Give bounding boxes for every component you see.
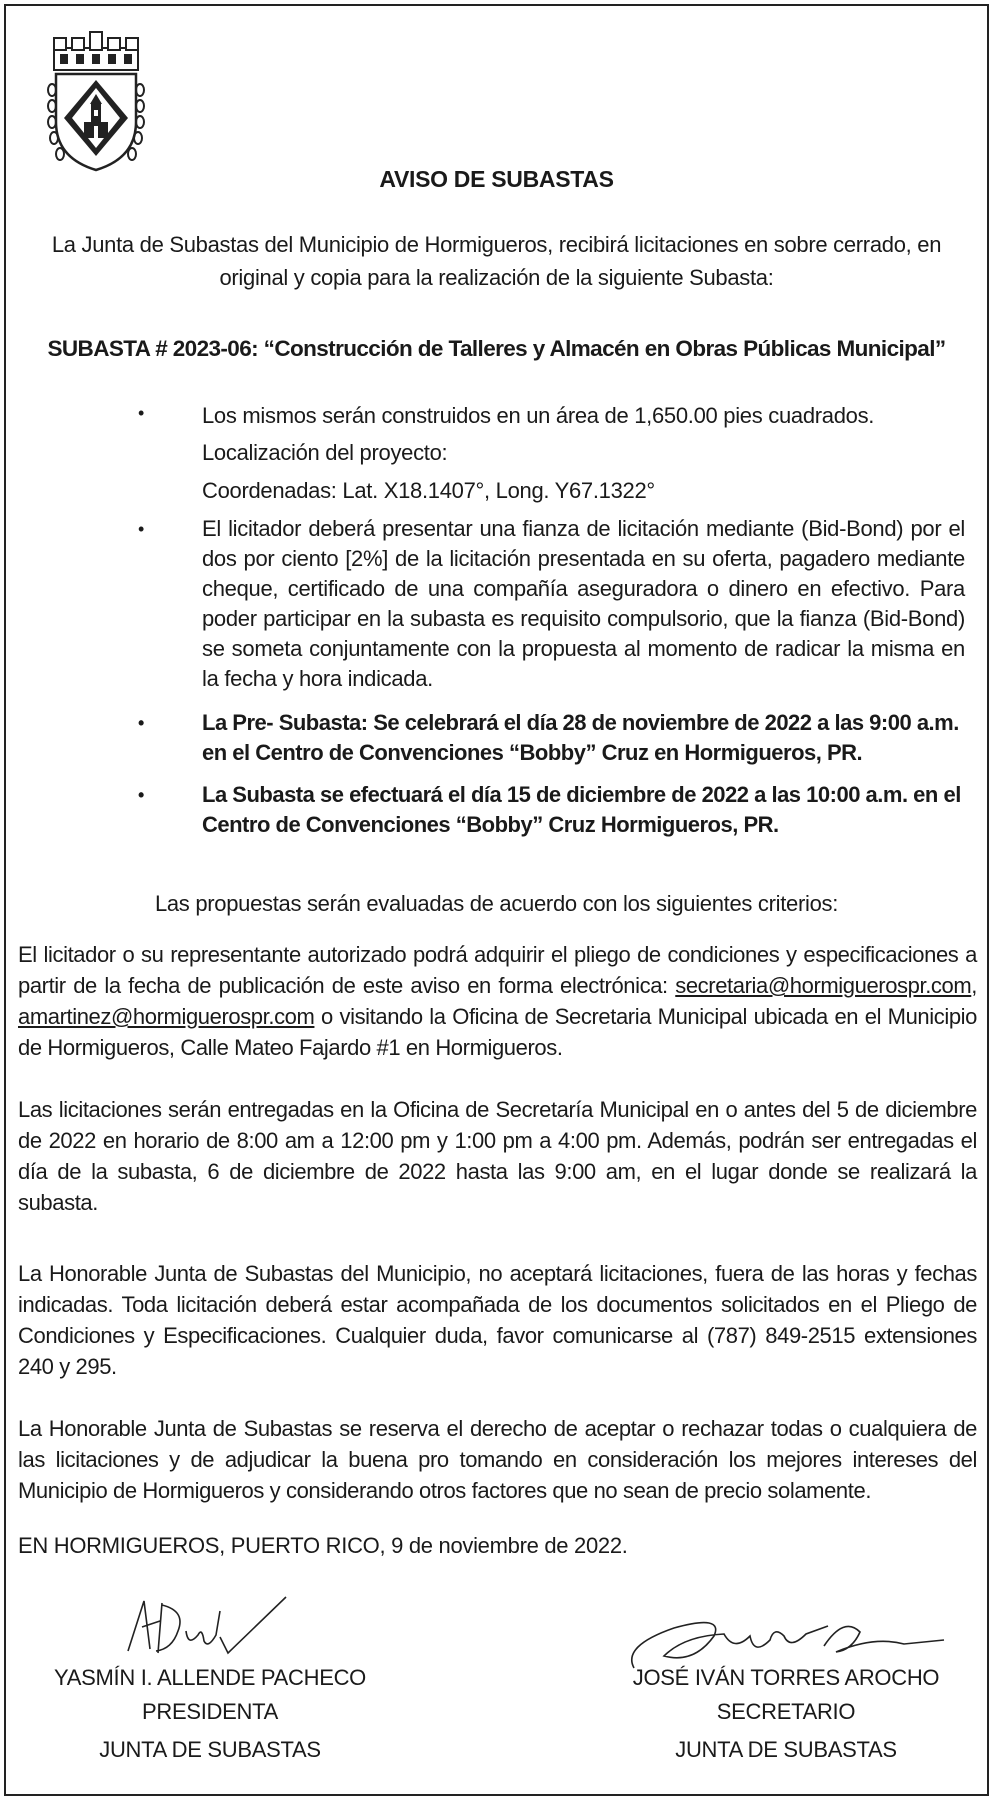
signer-org: JUNTA DE SUBASTAS — [99, 1737, 321, 1762]
list-item — [6, 780, 987, 840]
deadline-paragraph: La Honorable Junta de Subastas del Municipio, no aceptará licitaciones, fuera de las horas y fechas indicadas. Toda licitación deberá estar acompañada de los documentos solicitados en el Pliego de Condiciones y Especificaciones. Cualquier duda, favor comunicarse al (787) 849-2515 extensiones 240 y 295. — [18, 1261, 977, 1379]
bid-bond-text: El licitador deberá presentar una fianza de licitación mediante (Bid-Bond) por el dos por ciento [2%] de la licitación presentada en su oferta, pagadero mediante cheque, certificado de una compañía aseguradora o dinero en efectivo. Para poder participar en la subasta es requisito compulsorio, que la fianza (Bid-Bond) se someta conjuntamente con la propuesta al momento de radicar la misma en la fecha y hora indicada. — [202, 516, 965, 691]
list-item — [6, 398, 987, 510]
email-link-secretaria[interactable]: secretaria@hormiguerospr.com — [675, 973, 972, 998]
subasta-date-text: La Subasta se efectuará el día 15 de diciembre de 2022 a las 10:00 a.m. en el Centro de Convenciones “Bobby” Cruz Hormigueros, PR. — [202, 782, 961, 837]
criteria-text: Las propuestas serán evaluadas de acuerdo con los siguientes criterios: — [154, 891, 839, 916]
list-item — [6, 708, 987, 768]
page-title: AVISO DE SUBASTAS — [379, 166, 614, 192]
rights-paragraph: La Honorable Junta de Subastas se reserva el derecho de aceptar o rechazar todas o cualquiera de las licitaciones y de adjudicar la buena pro tomando en consideración los mejores intereses del Municipio de Hormigueros y considerando otros factores que no sean de precio solamente. — [18, 1416, 977, 1503]
bullet-icon: • — [138, 785, 144, 805]
delivery-paragraph: Las licitaciones serán entregadas en la Oficina de Secretaría Municipal en o antes del 5 de diciembre de 2022 en horario de 8:00 am a 12:00 pm y 1:00 pm a 4:00 pm. Además, podrán ser entregadas el día de la subasta, 6 de diciembre de 2022 hasta las 9:00 am, en el lugar donde se realizará la subasta. — [18, 1097, 977, 1215]
signature-block-right — [626, 1661, 946, 1767]
pliego-text-end: o visitando la Oficina de Secretaria Municipal ubicada en el Municipio de Hormigueros, Calle Mateo Fajardo #1 en Hormigueros. — [18, 1004, 977, 1060]
signature-block-left — [50, 1661, 370, 1767]
pre-subasta-text: La Pre- Subasta: Se celebrará el día 28 de noviembre de 2022 a las 9:00 a.m. en el Centro de Convenciones “Bobby” Cruz en Hormigueros, PR. — [202, 710, 959, 765]
signer-org: JUNTA DE SUBASTAS — [675, 1737, 897, 1762]
list-item — [6, 514, 987, 694]
intro-paragraph: La Junta de Subastas del Municipio de Hormigueros, recibirá licitaciones en sobre cerrado, en original y copia para la realización de la siguiente Subasta: — [51, 232, 942, 290]
notice-page — [4, 4, 989, 1796]
bullet-icon: • — [138, 403, 145, 423]
pliego-text-start: El licitador o su representante autorizado podrá adquirir el pliego de condiciones y especificaciones a partir de la fecha de publicación de este aviso en forma electrónica: — [18, 942, 977, 998]
signer-name: JOSÉ IVÁN TORRES AROCHO — [632, 1665, 940, 1690]
coordinates-text: Coordenadas: Lat. X18.1407°, Long. Y67.1322° — [202, 478, 655, 503]
coat-of-arms-icon — [44, 30, 148, 180]
signature-left-icon — [116, 1591, 316, 1671]
bullet-icon: • — [138, 519, 145, 539]
pliego-paragraph — [18, 939, 977, 1063]
signer-name: YASMÍN I. ALLENDE PACHECO — [54, 1665, 366, 1690]
requirements-list — [6, 398, 987, 840]
location-label: Localización del proyecto: — [202, 440, 448, 465]
subasta-title: SUBASTA # 2023-06: “Construcción de Talleres y Almacén en Obras Públicas Municipal” — [47, 336, 946, 361]
email-link-amartinez[interactable]: amartinez@hormiguerospr.com — [18, 1004, 315, 1029]
email-separator: , — [971, 973, 977, 998]
closing-date: EN HORMIGUEROS, PUERTO RICO, 9 de noviembre de 2022. — [18, 1533, 628, 1558]
signer-role: SECRETARIO — [716, 1699, 856, 1724]
signer-role: PRESIDENTA — [142, 1699, 278, 1724]
area-text: Los mismos serán construidos en un área de 1,650.00 pies cuadrados. — [202, 403, 875, 428]
bullet-icon: • — [138, 713, 144, 733]
